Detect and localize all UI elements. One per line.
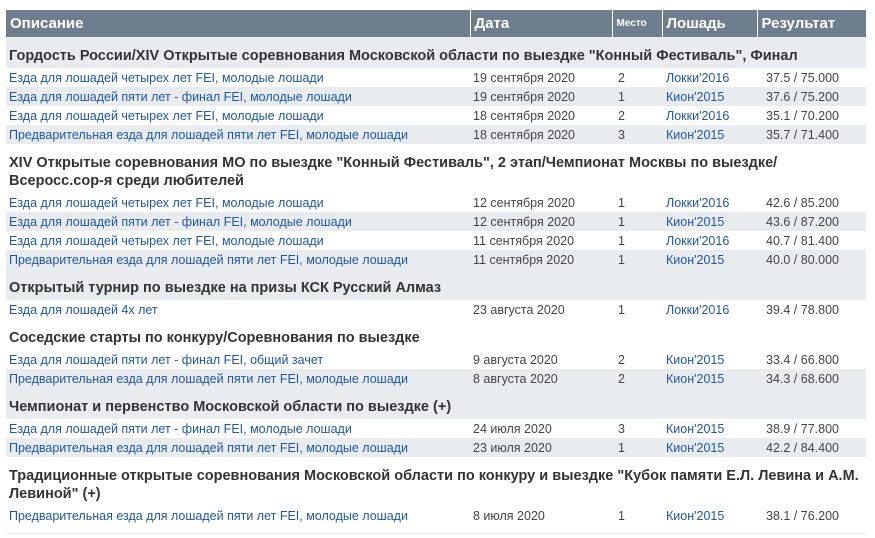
result-cell: 34.3 / 68.600 [757,369,866,388]
results-table [6,10,866,525]
horse-link[interactable]: Кион'2015 [666,421,725,436]
header-result[interactable]: Результат [757,10,866,37]
place-cell: 1 [612,506,662,525]
result-cell: 37.5 / 75.000 [757,68,866,87]
place-cell: 2 [612,350,662,369]
place-cell: 3 [612,419,662,438]
result-cell: 35.7 / 71.400 [757,125,866,144]
place-cell: 1 [612,438,662,457]
result-cell: 35.1 / 70.200 [757,106,866,125]
horse-cell [662,125,757,144]
result-row [6,87,866,106]
result-row [6,506,866,525]
date-cell: 18 сентября 2020 [470,106,612,125]
test-cell [6,438,470,457]
date-cell: 23 июля 2020 [470,438,612,457]
horse-cell [662,438,757,457]
horse-link[interactable]: Кион'2015 [666,127,725,142]
test-cell [6,125,470,144]
date-cell: 12 сентября 2020 [470,193,612,212]
horse-link[interactable]: Локки'2016 [666,195,730,210]
result-cell: 33.4 / 66.800 [757,350,866,369]
place-cell: 2 [612,106,662,125]
horse-cell [662,193,757,212]
horse-link[interactable]: Кион'2015 [666,508,725,523]
date-cell: 18 сентября 2020 [470,125,612,144]
horse-cell [662,419,757,438]
result-row [6,125,866,144]
competition-group-row [6,37,866,68]
test-link[interactable]: Езда для лошадей пяти лет - финал FEI, молодые лошади [9,214,352,229]
result-cell: 43.6 / 87.200 [757,212,866,231]
result-row [6,300,866,319]
result-cell: 38.9 / 77.800 [757,419,866,438]
competition-title: Чемпионат и первенство Московской области по выездке (+) [6,388,866,419]
date-cell: 23 августа 2020 [470,300,612,319]
test-cell [6,68,470,87]
competition-group-row [6,144,866,193]
competition-title: Гордость России/XIV Открытые соревнования Московской области по выездке "Конный Фестиваль", Финал [6,37,866,68]
result-cell: 38.1 / 76.200 [757,506,866,525]
result-row [6,106,866,125]
horse-cell [662,68,757,87]
test-cell [6,212,470,231]
horse-link[interactable]: Кион'2015 [666,89,725,104]
test-link[interactable]: Езда для лошадей 4х лет [9,302,158,317]
date-cell: 12 сентября 2020 [470,212,612,231]
horse-link[interactable]: Кион'2015 [666,252,725,267]
place-cell: 1 [612,87,662,106]
horse-cell [662,350,757,369]
header-place[interactable]: Место [612,10,662,37]
place-cell: 2 [612,369,662,388]
test-link[interactable]: Езда для лошадей четырех лет FEI, молодые лошади [9,70,324,85]
results-body [6,37,866,525]
horse-cell [662,506,757,525]
place-cell: 1 [612,300,662,319]
test-cell [6,250,470,269]
place-cell: 1 [612,250,662,269]
test-link[interactable]: Езда для лошадей пяти лет - финал FEI, молодые лошади [9,89,352,104]
date-cell: 9 августа 2020 [470,350,612,369]
competition-title: Традиционные открытые соревнования Московской области по конкуру и выездке "Кубок памяти Е.Л. Левина и А.М. Левиной" (+) [6,457,866,506]
competition-group-row [6,457,866,506]
header-horse[interactable]: Лошадь [662,10,757,37]
place-cell: 1 [612,193,662,212]
date-cell: 8 июля 2020 [470,506,612,525]
horse-link[interactable]: Кион'2015 [666,371,725,386]
table-bottom-divider [6,533,866,534]
results-table-wrapper [6,10,866,525]
result-row [6,350,866,369]
test-cell [6,231,470,250]
horse-link[interactable]: Локки'2016 [666,233,730,248]
test-link[interactable]: Езда для лошадей пяти лет - финал FEI, молодые лошади [9,421,352,436]
place-cell: 1 [612,231,662,250]
test-cell [6,369,470,388]
result-row [6,212,866,231]
result-cell: 40.7 / 81.400 [757,231,866,250]
horse-cell [662,87,757,106]
horse-cell [662,369,757,388]
competition-group-row [6,269,866,300]
competition-group-row [6,388,866,419]
test-cell [6,350,470,369]
date-cell: 11 сентября 2020 [470,231,612,250]
horse-cell [662,212,757,231]
result-row [6,438,866,457]
horse-link[interactable]: Кион'2015 [666,352,725,367]
test-link[interactable]: Предварительная езда для лошадей пяти лет FEI, молодые лошади [9,440,408,455]
horse-cell [662,250,757,269]
place-cell: 2 [612,68,662,87]
horse-cell [662,231,757,250]
test-link[interactable]: Езда для лошадей четырех лет FEI, молодые лошади [9,195,324,210]
place-cell: 1 [612,212,662,231]
result-row [6,419,866,438]
competition-title: Соседские старты по конкуру/Соревнования по выездке [6,319,866,350]
result-row [6,231,866,250]
competition-title: XIV Открытые соревнования МО по выездке "Конный Фестиваль", 2 этап/Чемпионат Москвы по выездке/ Всеросс.сор-я среди любителей [6,144,866,193]
competition-group-row [6,319,866,350]
horse-link[interactable]: Кион'2015 [666,440,725,455]
horse-cell [662,300,757,319]
horse-link[interactable]: Локки'2016 [666,108,730,123]
test-link[interactable]: Предварительная езда для лошадей пяти лет FEI, молодые лошади [9,371,408,386]
test-link[interactable]: Езда для лошадей четырех лет FEI, молодые лошади [9,108,324,123]
header-description[interactable]: Описание [6,10,470,37]
test-cell [6,300,470,319]
test-link[interactable]: Езда для лошадей четырех лет FEI, молодые лошади [9,233,324,248]
result-cell: 42.2 / 84.400 [757,438,866,457]
result-row [6,250,866,269]
test-cell [6,506,470,525]
result-row [6,68,866,87]
horse-link[interactable]: Локки'2016 [666,70,730,85]
header-date[interactable]: Дата [470,10,612,37]
test-link[interactable]: Предварительная езда для лошадей пяти лет FEI, молодые лошади [9,508,408,523]
test-link[interactable]: Езда для лошадей пяти лет - финал FEI, общий зачет [9,352,324,367]
result-cell: 42.6 / 85.200 [757,193,866,212]
test-cell [6,193,470,212]
date-cell: 24 июля 2020 [470,419,612,438]
date-cell: 19 сентября 2020 [470,68,612,87]
result-row [6,369,866,388]
competition-title: Открытый турнир по выездке на призы КСК Русский Алмаз [6,269,866,300]
date-cell: 8 августа 2020 [470,369,612,388]
date-cell: 11 сентября 2020 [470,250,612,269]
horse-link[interactable]: Кион'2015 [666,214,725,229]
result-cell: 40.0 / 80.000 [757,250,866,269]
test-link[interactable]: Предварительная езда для лошадей пяти лет FEI, молодые лошади [9,127,408,142]
test-cell [6,419,470,438]
date-cell: 19 сентября 2020 [470,87,612,106]
horse-link[interactable]: Локки'2016 [666,302,730,317]
test-link[interactable]: Предварительная езда для лошадей пяти лет FEI, молодые лошади [9,252,408,267]
place-cell: 3 [612,125,662,144]
result-cell: 37.6 / 75.200 [757,87,866,106]
horse-cell [662,106,757,125]
test-cell [6,106,470,125]
test-cell [6,87,470,106]
table-header-row [6,10,866,37]
result-row [6,193,866,212]
result-cell: 39.4 / 78.800 [757,300,866,319]
